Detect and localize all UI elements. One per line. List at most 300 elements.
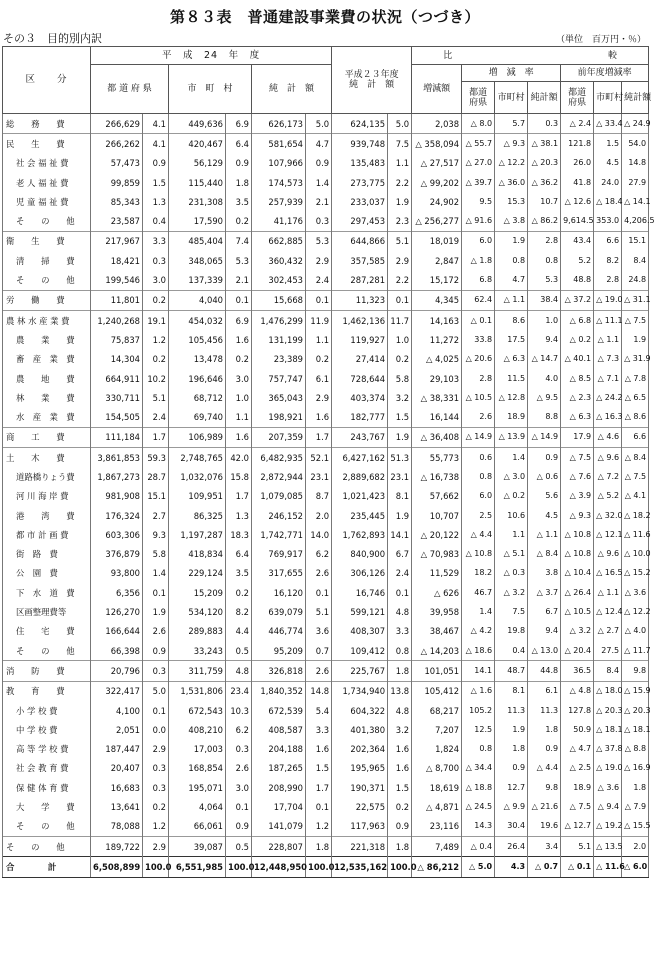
- table-row: [3, 173, 649, 192]
- cell-value: 0.3: [306, 211, 332, 231]
- cell-value: 43.4: [561, 231, 594, 251]
- row-label: 道路橋りょう費: [3, 467, 91, 486]
- cell-value: 5.1: [388, 231, 412, 251]
- cell-value: 14.8: [622, 154, 649, 173]
- cell-value: 1,240,268: [91, 310, 143, 330]
- cell-value: △ 0.4: [462, 836, 495, 856]
- cell-value: 225,767: [332, 661, 388, 681]
- cell-value: 190,371: [332, 778, 388, 797]
- cell-value: 639,079: [252, 602, 306, 621]
- cell-value: △ 8.0: [462, 114, 495, 134]
- cell-value: △ 34.4: [462, 759, 495, 778]
- table-row: [3, 681, 649, 701]
- header-pref: 都 道 府 県: [91, 65, 169, 114]
- table-row: [3, 661, 649, 681]
- table-row: [3, 759, 649, 778]
- cell-value: 1.8: [226, 173, 252, 192]
- cell-value: 1.9: [495, 231, 528, 251]
- table-row: [3, 622, 649, 641]
- cell-value: 939,748: [332, 134, 388, 154]
- cell-value: 105.2: [462, 701, 495, 720]
- row-label: そ の 他: [3, 817, 91, 837]
- cell-value: 55,773: [412, 448, 462, 468]
- cell-value: △ 6.8: [561, 310, 594, 330]
- cell-value: 0.1: [306, 797, 332, 816]
- cell-value: 672,543: [169, 701, 226, 720]
- cell-value: 9.3: [143, 525, 169, 544]
- cell-value: 15.1: [622, 231, 649, 251]
- cell-value: △ 11.1: [594, 310, 622, 330]
- cell-value: △ 2.7: [594, 622, 622, 641]
- cell-value: 403,374: [332, 388, 388, 407]
- cell-value: 1.7: [306, 778, 332, 797]
- cell-value: 0.3: [528, 114, 561, 134]
- cell-value: 2,847: [412, 251, 462, 270]
- cell-value: △ 86,212: [412, 857, 462, 877]
- cell-value: 11.5: [495, 369, 528, 388]
- cell-value: △ 37.8: [594, 740, 622, 759]
- cell-value: △ 2.3: [561, 388, 594, 407]
- cell-value: △ 14.9: [462, 427, 495, 447]
- cell-value: 2.4: [388, 564, 412, 583]
- cell-value: 2.9: [143, 740, 169, 759]
- cell-value: 14,163: [412, 310, 462, 330]
- cell-value: 235,445: [332, 506, 388, 525]
- table-row: [3, 506, 649, 525]
- cell-value: 15.1: [143, 487, 169, 506]
- cell-value: 4.1: [143, 134, 169, 154]
- cell-value: 10.3: [226, 701, 252, 720]
- cell-value: △ 358,094: [412, 134, 462, 154]
- cell-value: 18,619: [412, 778, 462, 797]
- cell-value: 7.4: [226, 231, 252, 251]
- cell-value: 664,911: [91, 369, 143, 388]
- cell-value: △ 18.2: [622, 506, 649, 525]
- cell-value: △ 11.6: [622, 525, 649, 544]
- table-body: [3, 114, 655, 878]
- table-row: [3, 388, 649, 407]
- cell-value: 23.1: [388, 467, 412, 486]
- cell-value: 50.9: [561, 720, 594, 739]
- cell-value: 4,100: [91, 701, 143, 720]
- cell-value: △ 20.3: [594, 701, 622, 720]
- cell-value: 2,051: [91, 720, 143, 739]
- cell-value: 100.0: [226, 857, 252, 877]
- cell-value: △ 14,203: [412, 641, 462, 661]
- cell-value: 1.6: [388, 759, 412, 778]
- cell-value: 137,339: [169, 270, 226, 290]
- cell-value: 8.2: [594, 251, 622, 270]
- cell-value: 2,872,944: [252, 467, 306, 486]
- cell-value: 1.7: [306, 427, 332, 447]
- cell-value: 23.1: [306, 467, 332, 486]
- cell-value: 9,614.5: [561, 211, 594, 231]
- cell-value: 981,908: [91, 487, 143, 506]
- cell-value: 229,124: [169, 564, 226, 583]
- cell-value: 11,323: [332, 290, 388, 310]
- cell-value: △ 18.1: [622, 720, 649, 739]
- cell-value: △ 10.5: [561, 602, 594, 621]
- cell-value: 6.8: [462, 270, 495, 290]
- cell-value: 111,184: [91, 427, 143, 447]
- cell-value: △ 20.4: [561, 641, 594, 661]
- cell-value: 3.0: [143, 270, 169, 290]
- cell-value: 66,398: [91, 641, 143, 661]
- cell-value: 6.9: [226, 310, 252, 330]
- cell-value: △ 99,202: [412, 173, 462, 192]
- cell-value: 0.1: [226, 797, 252, 816]
- row-label: 児 童 福 祉 費: [3, 192, 91, 211]
- cell-value: 446,774: [252, 622, 306, 641]
- cell-value: △ 7.5: [622, 310, 649, 330]
- cell-value: 28.7: [143, 467, 169, 486]
- cell-value: 29,103: [412, 369, 462, 388]
- cell-value: 2.1: [306, 192, 332, 211]
- cell-value: 14.3: [462, 817, 495, 837]
- cell-value: △ 19.0: [594, 759, 622, 778]
- cell-value: 36.5: [561, 661, 594, 681]
- row-label: 社 会 教 育 費: [3, 759, 91, 778]
- cell-value: 4.4: [226, 622, 252, 641]
- header-rate-net: 純計額: [528, 82, 561, 114]
- cell-value: 11,801: [91, 290, 143, 310]
- cell-value: 8.4: [622, 251, 649, 270]
- row-label: 総 務 費: [3, 114, 91, 134]
- cell-value: 4.0: [528, 369, 561, 388]
- header-inc-rate: 増 減 率: [462, 65, 561, 82]
- cell-value: △ 13.9: [495, 427, 528, 447]
- cell-value: 1.1: [226, 407, 252, 427]
- cell-value: △ 16,738: [412, 467, 462, 486]
- cell-value: △ 8,700: [412, 759, 462, 778]
- table-row: [3, 448, 649, 468]
- cell-value: △ 8.4: [622, 448, 649, 468]
- cell-value: 243,767: [332, 427, 388, 447]
- cell-value: △ 19.0: [594, 290, 622, 310]
- cell-value: △ 18.8: [462, 778, 495, 797]
- cell-value: △ 0.1: [462, 310, 495, 330]
- cell-value: 3.6: [306, 622, 332, 641]
- cell-value: 195,071: [169, 778, 226, 797]
- row-label: 民 生 費: [3, 134, 91, 154]
- header-rate-muni: 市町村: [495, 82, 528, 114]
- cell-value: △ 4,871: [412, 797, 462, 816]
- cell-value: 18,421: [91, 251, 143, 270]
- cell-value: 581,654: [252, 134, 306, 154]
- cell-value: △ 1.1: [495, 290, 528, 310]
- cell-value: 22,575: [332, 797, 388, 816]
- cell-value: 16,683: [91, 778, 143, 797]
- table-row: [3, 740, 649, 759]
- cell-value: △ 11.6: [594, 857, 622, 877]
- cell-value: 1.9: [495, 720, 528, 739]
- cell-value: 0.1: [388, 583, 412, 602]
- row-label: 衛 生 費: [3, 231, 91, 251]
- table-row: [3, 350, 649, 369]
- cell-value: 11,272: [412, 330, 462, 349]
- cell-value: △ 20.3: [528, 154, 561, 173]
- cell-value: 0.9: [388, 817, 412, 837]
- cell-value: 1.0: [528, 310, 561, 330]
- cell-value: 1.1: [495, 525, 528, 544]
- cell-value: 105,456: [169, 330, 226, 349]
- cell-value: △ 8.4: [528, 545, 561, 564]
- cell-value: 2.2: [388, 270, 412, 290]
- cell-value: △ 13.5: [594, 836, 622, 856]
- cell-value: 7,489: [412, 836, 462, 856]
- cell-value: △ 2.4: [561, 114, 594, 134]
- cell-value: △ 18.4: [594, 192, 622, 211]
- cell-value: △ 1.1: [528, 525, 561, 544]
- cell-value: 107,966: [252, 154, 306, 173]
- cell-value: 10.7: [528, 192, 561, 211]
- cell-value: 217,967: [91, 231, 143, 251]
- table-row: [3, 192, 649, 211]
- cell-value: 534,120: [169, 602, 226, 621]
- cell-value: 6.2: [226, 720, 252, 739]
- cell-value: 16,120: [252, 583, 306, 602]
- row-label: そ の 他: [3, 270, 91, 290]
- table-row: [3, 797, 649, 816]
- cell-value: 1,824: [412, 740, 462, 759]
- cell-value: 1,476,299: [252, 310, 306, 330]
- cell-value: 23,116: [412, 817, 462, 837]
- page-title: 第８３表 普通建設事業費の状況（つづき）: [169, 8, 480, 26]
- cell-value: 2.4: [306, 270, 332, 290]
- row-label: 下 水 道 費: [3, 583, 91, 602]
- cell-value: 15,668: [252, 290, 306, 310]
- row-label: 大 学 費: [3, 797, 91, 816]
- cell-value: 1.5: [306, 759, 332, 778]
- cell-value: 17.9: [561, 427, 594, 447]
- cell-value: △ 5.1: [495, 545, 528, 564]
- cell-value: 6.7: [528, 602, 561, 621]
- cell-value: 10,707: [412, 506, 462, 525]
- cell-value: 2.8: [594, 270, 622, 290]
- cell-value: 182,777: [332, 407, 388, 427]
- cell-value: 3.3: [306, 720, 332, 739]
- cell-value: △ 9.3: [495, 134, 528, 154]
- cell-value: 2.6: [226, 759, 252, 778]
- cell-value: 135,483: [332, 154, 388, 173]
- cell-value: 3.5: [226, 192, 252, 211]
- cell-value: △ 10.0: [622, 545, 649, 564]
- cell-value: △ 3.8: [495, 211, 528, 231]
- cell-value: △ 12.1: [594, 525, 622, 544]
- cell-value: 0.2: [226, 350, 252, 369]
- cell-value: 85,343: [91, 192, 143, 211]
- cell-value: 287,281: [332, 270, 388, 290]
- row-label: そ の 他: [3, 211, 91, 231]
- cell-value: 1.6: [226, 427, 252, 447]
- cell-value: 6.0: [462, 231, 495, 251]
- cell-value: 1.9: [143, 602, 169, 621]
- cell-value: 4,206.5: [622, 211, 649, 231]
- cell-value: 4.8: [388, 701, 412, 720]
- cell-value: 187,447: [91, 740, 143, 759]
- cell-value: 6.6: [594, 231, 622, 251]
- cell-value: 0.2: [143, 797, 169, 816]
- cell-value: 2.9: [306, 251, 332, 270]
- cell-value: △ 18.6: [462, 641, 495, 661]
- cell-value: 44.8: [528, 661, 561, 681]
- cell-value: △ 37.2: [561, 290, 594, 310]
- cell-value: 2.0: [306, 506, 332, 525]
- cell-value: △ 10.8: [561, 545, 594, 564]
- cell-value: 273,775: [332, 173, 388, 192]
- row-label: 都 市 計 画 費: [3, 525, 91, 544]
- cell-value: 644,866: [332, 231, 388, 251]
- cell-value: △ 12.8: [495, 388, 528, 407]
- cell-value: 0.1: [388, 290, 412, 310]
- row-label: 保 健 体 育 費: [3, 778, 91, 797]
- cell-value: △ 31.1: [622, 290, 649, 310]
- cell-value: 0.7: [306, 641, 332, 661]
- cell-value: 0.3: [143, 251, 169, 270]
- cell-value: 7.5: [388, 134, 412, 154]
- cell-value: 6,427,162: [332, 448, 388, 468]
- cell-value: 10.6: [495, 506, 528, 525]
- cell-value: 1.8: [388, 836, 412, 856]
- cell-value: 5.0: [143, 681, 169, 701]
- cell-value: 59.3: [143, 448, 169, 468]
- cell-value: 365,043: [252, 388, 306, 407]
- unit-note: （単位 百万円・％）: [555, 35, 646, 45]
- cell-value: 8.4: [594, 661, 622, 681]
- cell-value: 6.6: [622, 427, 649, 447]
- cell-value: 246,152: [252, 506, 306, 525]
- cell-value: 3.4: [528, 836, 561, 856]
- cell-value: 106,989: [169, 427, 226, 447]
- cell-value: 672,539: [252, 701, 306, 720]
- cell-value: △ 33.4: [594, 114, 622, 134]
- cell-value: 2.6: [306, 661, 332, 681]
- cell-value: 27.9: [622, 173, 649, 192]
- cell-value: 3,861,853: [91, 448, 143, 468]
- cell-value: △ 4,025: [412, 350, 462, 369]
- cell-value: 1.3: [143, 192, 169, 211]
- cell-value: 19.8: [495, 622, 528, 641]
- cell-value: 266,262: [91, 134, 143, 154]
- cell-value: 9.8: [528, 778, 561, 797]
- cell-value: 38,467: [412, 622, 462, 641]
- cell-value: 207,359: [252, 427, 306, 447]
- cell-value: 14.1: [462, 661, 495, 681]
- cell-value: 38.4: [528, 290, 561, 310]
- cell-value: 27,414: [332, 350, 388, 369]
- cell-value: △ 11.7: [622, 641, 649, 661]
- cell-value: 93,800: [91, 564, 143, 583]
- cell-value: 15.8: [226, 467, 252, 486]
- header-h23-line2: 純 計 額: [349, 80, 395, 90]
- cell-value: △ 7.5: [622, 467, 649, 486]
- header-prev-net: 純計額: [622, 82, 649, 114]
- cell-value: 24.0: [594, 173, 622, 192]
- cell-value: 1.8: [388, 661, 412, 681]
- cell-value: 233,037: [332, 192, 388, 211]
- cell-value: 105,412: [412, 681, 462, 701]
- cell-value: 187,265: [252, 759, 306, 778]
- cell-value: 100.0: [388, 857, 412, 877]
- table-row: [3, 427, 649, 447]
- row-label: 老 人 福 祉 費: [3, 173, 91, 192]
- cell-value: △ 4.6: [594, 427, 622, 447]
- cell-value: 18.9: [495, 407, 528, 427]
- cell-value: △ 4.4: [462, 525, 495, 544]
- cell-value: △ 12.2: [622, 602, 649, 621]
- cell-value: 3.3: [143, 231, 169, 251]
- table-row: [3, 583, 649, 602]
- cell-value: △ 9.3: [561, 506, 594, 525]
- header-kubun: 区 分: [3, 47, 91, 114]
- cell-value: △ 12.7: [561, 817, 594, 837]
- cell-value: 401,380: [332, 720, 388, 739]
- cell-value: 2,748,765: [169, 448, 226, 468]
- cell-value: 8.2: [226, 602, 252, 621]
- cell-value: 27.5: [594, 641, 622, 661]
- cell-value: △ 10.5: [462, 388, 495, 407]
- cell-value: 0.5: [226, 641, 252, 661]
- row-label: 農 業 費: [3, 330, 91, 349]
- cell-value: 0.4: [495, 641, 528, 661]
- cell-value: 42.0: [226, 448, 252, 468]
- cell-value: 24.8: [622, 270, 649, 290]
- cell-value: 78,088: [91, 817, 143, 837]
- cell-value: 14.8: [306, 681, 332, 701]
- cell-value: 1.4: [143, 564, 169, 583]
- cell-value: △ 20,122: [412, 525, 462, 544]
- cell-value: 1.6: [306, 740, 332, 759]
- cell-value: △ 3.9: [561, 487, 594, 506]
- row-label: 河 川 海 岸 費: [3, 487, 91, 506]
- cell-value: △ 10.4: [561, 564, 594, 583]
- cell-value: 0.8: [462, 740, 495, 759]
- cell-value: △ 4.1: [622, 487, 649, 506]
- cell-value: 75,837: [91, 330, 143, 349]
- cell-value: 62.4: [462, 290, 495, 310]
- table-row: [3, 836, 649, 856]
- cell-value: 4,064: [169, 797, 226, 816]
- cell-value: 154,505: [91, 407, 143, 427]
- row-label: 小 学 校 費: [3, 701, 91, 720]
- cell-value: 6.1: [306, 369, 332, 388]
- cell-value: △ 24.5: [462, 797, 495, 816]
- table-row: [3, 330, 649, 349]
- cell-value: 0.9: [143, 641, 169, 661]
- cell-value: 52.1: [306, 448, 332, 468]
- cell-value: △ 27.0: [462, 154, 495, 173]
- cell-value: 2.9: [143, 836, 169, 856]
- cell-value: △ 7.3: [594, 350, 622, 369]
- cell-value: 18.2: [462, 564, 495, 583]
- cell-value: 0.2: [388, 797, 412, 816]
- cell-value: 57,473: [91, 154, 143, 173]
- cell-value: 17,704: [252, 797, 306, 816]
- cell-value: 3.5: [226, 564, 252, 583]
- cell-value: △ 8.6: [622, 407, 649, 427]
- table-row: [3, 467, 649, 486]
- cell-value: 1.8: [306, 836, 332, 856]
- row-label: 消 防 費: [3, 661, 91, 681]
- cell-value: △ 16.3: [594, 407, 622, 427]
- cell-value: 5.3: [306, 231, 332, 251]
- row-label: 土 木 費: [3, 448, 91, 468]
- cell-value: △ 9.5: [528, 388, 561, 407]
- cell-value: 1.5: [388, 778, 412, 797]
- cell-value: 2.8: [528, 231, 561, 251]
- cell-value: 0.3: [143, 778, 169, 797]
- cell-value: △ 10.8: [561, 525, 594, 544]
